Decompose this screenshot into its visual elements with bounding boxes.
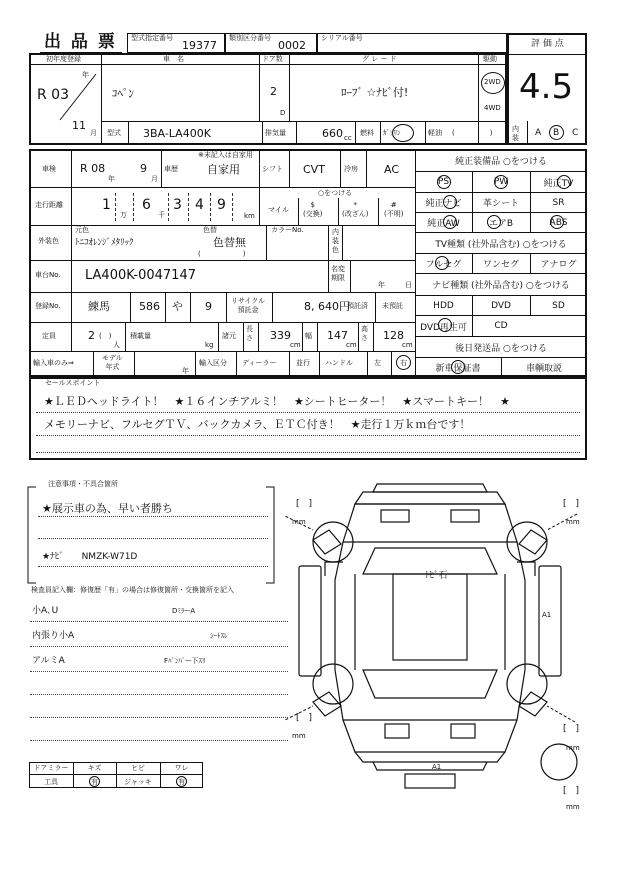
doors-type: D <box>280 109 286 117</box>
repaint: 色替無 <box>213 236 246 249</box>
capacity-label: 定員 <box>42 332 56 340</box>
deadline-year: 年 <box>378 281 385 289</box>
exchange-sym: $ <box>310 201 315 209</box>
notes-frame <box>26 485 276 585</box>
mileage-digit-5: 9 <box>217 197 226 213</box>
bracket-front-left: [ ] <box>296 499 313 509</box>
sales-label: セールスポイント <box>45 379 101 387</box>
chassis: LA400K-0047147 <box>85 268 196 283</box>
equip-airbag-circle <box>487 215 501 229</box>
width-label: 幅 <box>305 332 312 340</box>
equip-navi: 純正ナビ <box>425 199 462 209</box>
tv-analog: アナログ <box>540 260 577 270</box>
mile-label: マイル <box>268 206 289 214</box>
equip-abs: ABS <box>549 217 568 228</box>
legend-h-break: ワレ <box>174 764 189 772</box>
month-suffix: 月 <box>90 129 97 137</box>
model-label: 型式 <box>107 129 121 137</box>
tv-oneseg: ワンセグ <box>482 260 519 270</box>
model-year-label: モデル 年式 <box>102 354 123 371</box>
nav-hdd: HDD <box>433 300 454 311</box>
model: 3BA-LA400K <box>143 127 211 140</box>
side-a1: A1 <box>542 611 552 619</box>
mileage-digit-3: 3 <box>173 197 182 213</box>
bracket-front-right: [ ] <box>563 499 580 509</box>
chassis-label: 車台No. <box>35 271 61 279</box>
load-label: 積載量 <box>130 332 151 340</box>
inspector-row-2-right: ｼｰﾄｽﾚ <box>210 632 228 640</box>
fuel-gas: ｶﾞｿﾘﾝ <box>383 129 401 137</box>
mileage-digit-1: 1 <box>102 197 111 213</box>
legend-tools: 工具 <box>44 777 58 786</box>
class-number: 0002 <box>278 39 306 52</box>
history: 自家用 <box>207 163 240 176</box>
reg-area: 練馬 <box>88 300 110 313</box>
inspector-row-3-right: Fﾊﾞﾝﾊﾟｰ-下ｽﾘ <box>164 657 206 665</box>
height: 128 <box>383 329 404 342</box>
tv-fullseg: フルセグ <box>425 260 462 270</box>
grade-label: グ レ ー ド <box>362 55 397 63</box>
equip-aw: 純正AW <box>427 219 460 229</box>
deadline-day: 日 <box>405 281 412 289</box>
man-unit: 万 <box>120 211 127 219</box>
inspector-row-2-left: 内張り小A <box>32 631 75 641</box>
handle-label: ハンドル <box>325 359 353 367</box>
equip-abs-circle <box>550 215 564 229</box>
legend-tools-value: 有 <box>91 777 98 786</box>
length-cm: cm <box>290 341 301 349</box>
notes-line-1: ★展示車の為、早い者勝ち <box>42 502 173 515</box>
reg-class: 586 <box>139 300 160 313</box>
notes-label: 注意事項・不具合箇所 <box>45 481 121 488</box>
circle-note: ○をつける <box>318 189 353 197</box>
import-year: 年 <box>182 367 189 375</box>
equip-aw-circle <box>443 215 457 229</box>
length: 339 <box>270 329 291 342</box>
equip-tv-circle <box>557 175 571 189</box>
color-no-label: カラーNo. <box>271 226 304 234</box>
nav-title: ナビ種類 (社外品含む) ○をつける <box>432 281 570 291</box>
ext-color: ﾄﾆｺｵﾚﾝｼﾞﾒﾀﾘｯｸ <box>75 238 134 248</box>
exchange-label <box>303 201 322 219</box>
equip-navi-circle <box>443 195 457 209</box>
first-reg-era: R 03 <box>37 87 69 103</box>
interior-a: A <box>535 128 542 138</box>
equip-ps-circle <box>437 175 451 189</box>
notes-line-2: ★ﾅﾋﾞ NMZK-W71D <box>42 552 138 562</box>
nav-cd: CD <box>494 321 508 331</box>
legend-jack-value: 有 <box>178 777 185 786</box>
first-reg-label: 初年度登録 <box>46 55 81 63</box>
type-number-label: 型式指定番号 <box>131 34 173 42</box>
fuel-other: ( ) <box>452 129 493 137</box>
recycle-label: リサイクル 預託金 <box>231 297 266 314</box>
legend-h-crack: ヒビ <box>131 764 145 772</box>
equip-sr: SR <box>552 197 565 208</box>
nav-dvd-playback-circle <box>438 318 452 332</box>
grade: ﾛｰﾌﾞ ☆ﾅﾋﾞ付! <box>341 86 409 99</box>
equip-airbag: エアB <box>488 219 514 229</box>
recycle-paid: 預託済 <box>347 302 368 310</box>
later-title: 後日発送品 ○をつける <box>455 343 547 354</box>
nav-sd: SD <box>552 300 565 311</box>
car-name-label: 車 名 <box>163 55 184 63</box>
type-number: 19377 <box>182 39 217 52</box>
width-cm: cm <box>346 341 357 349</box>
inspection-month: 9 <box>140 162 147 175</box>
roof-note: ﾄﾋﾞ石 <box>425 571 448 581</box>
equip-ps: PS <box>437 177 450 187</box>
aircon-label: 冷房 <box>344 165 358 173</box>
interior-b: B <box>553 128 560 138</box>
sen-unit: 千 <box>158 211 165 219</box>
repaint-paren: ( ) <box>198 250 246 258</box>
first-reg-month: 11 <box>72 119 86 132</box>
inspector-row-3-left: アルミA <box>32 656 65 666</box>
reg-kana: や <box>172 300 183 313</box>
class-number-label: 類別区分番号 <box>229 34 271 42</box>
mileage-label: 走行距離 <box>35 201 63 209</box>
width: 147 <box>327 329 348 342</box>
kg-unit: kg <box>205 341 214 349</box>
title-deadline-label: 名変 期限 <box>331 265 345 282</box>
legend-jack: ジャッキ <box>124 777 152 786</box>
orig-color-label: 元色 <box>75 226 89 234</box>
interior-c: C <box>572 128 579 138</box>
legend-jack-circle <box>176 776 187 787</box>
dealer: ディーラー <box>242 359 277 367</box>
later-manual: 車輌取説 <box>525 364 562 374</box>
shift-label: シフト <box>262 165 283 173</box>
equip-pw-circle <box>494 175 508 189</box>
inspector-label: 検査員記入欄：修復歴「有」の場合は修復箇所・交換箇所を記入 <box>31 586 234 594</box>
bracket-spare: [ ] <box>563 786 580 796</box>
inspection-label: 車検 <box>42 165 56 173</box>
nav-dvd: DVD <box>491 300 511 311</box>
exchange-word: (交換) <box>303 210 323 218</box>
drive-2wd: 2WD <box>484 78 501 86</box>
equipment-title: 純正装備品 ○をつける <box>455 156 547 167</box>
tv-title: TV種類 (社外品含む) ○をつける <box>435 239 567 250</box>
form-title: 出 品 票 <box>44 32 117 52</box>
date-divider <box>58 72 98 122</box>
cc-unit: cc <box>344 134 352 142</box>
import-class-label: 輸入区分 <box>199 359 227 367</box>
mileage-digit-2: 6 <box>142 197 151 213</box>
drive-label: 駆動 <box>483 55 497 63</box>
legend-h-mirror: ドアミラー <box>33 764 69 772</box>
bracket-rear-right: [ ] <box>563 724 580 734</box>
score-value: 4.5 <box>519 67 574 107</box>
tv-fullseg-circle <box>435 256 449 270</box>
score-label: 評 価 点 <box>531 39 564 49</box>
capacity-paren: ( ) <box>99 332 112 340</box>
serial-label: シリアル番号 <box>321 34 363 42</box>
mm-rear-left: mm <box>292 732 306 740</box>
repaint-label: 色替 <box>203 226 217 234</box>
drive-4wd: 4WD <box>484 104 501 112</box>
recycle: 8, 640円 <box>304 300 350 313</box>
unknown-label: # (不明) <box>384 201 404 218</box>
inspection-era: R 08 <box>80 162 106 175</box>
fuel-label: 燃料 <box>360 129 374 137</box>
sales-line-1: ★ＬＥＤヘッドライト！ ★１６インチアルミ！ ★シートヒーター！ ★スマートキー！ ★ <box>44 395 510 408</box>
displacement: 660 <box>322 127 343 140</box>
mm-front-right: mm <box>566 518 580 526</box>
mm-front-left: mm <box>292 518 306 526</box>
parallel: 並行 <box>296 359 310 367</box>
history-note: ※未記入は自家用 <box>198 151 253 159</box>
history-label: 車歴 <box>164 165 178 173</box>
height-label: 高さ <box>361 325 368 342</box>
km-unit: km <box>244 212 255 220</box>
later-warranty: 新車保証書 <box>435 364 481 374</box>
inspection-month-suffix: 月 <box>151 175 158 183</box>
bottom-a1: A1 <box>432 763 442 771</box>
reg-label: 登録No. <box>35 302 61 310</box>
legend-tools-circle <box>89 776 100 787</box>
doors-label: ドア数 <box>262 55 283 63</box>
ext-color-label: 外装色 <box>38 237 59 245</box>
mm-rear-right: mm <box>566 744 580 752</box>
legend-h-scratch: キズ <box>87 764 102 772</box>
fuel-light: 軽油 <box>428 129 442 137</box>
bracket-rear-left: [ ] <box>296 713 313 723</box>
person-unit: 人 <box>113 341 120 349</box>
inspector-row-1-right: Dﾐﾗｰ-A <box>172 607 196 615</box>
nav-dvd-playback: DVD再生可 <box>420 322 467 333</box>
altered-label: * (改ざん) <box>342 201 369 218</box>
inspector-row-1-left: 小A､U <box>32 606 59 616</box>
inspection-year-suffix: 年 <box>108 175 115 183</box>
interior-label: 内装 <box>512 125 519 142</box>
equip-tv: 純正TV <box>543 178 574 189</box>
equip-leather: 革シート <box>482 199 519 209</box>
import-label: 輸入車のみ⇒ <box>33 359 74 367</box>
reg-num: 9 <box>205 300 212 313</box>
aircon: AC <box>384 163 400 176</box>
capacity: 2 <box>88 329 95 342</box>
year-suffix: 年 <box>82 71 89 79</box>
handle-left: 左 <box>374 359 381 367</box>
equip-pw: PW <box>493 177 509 187</box>
recycle-unpaid: 未預託 <box>382 302 403 310</box>
displacement-label: 排気量 <box>265 129 286 137</box>
mileage-digit-4: 4 <box>195 197 204 213</box>
size-label: 諸元 <box>222 332 236 340</box>
mm-spare: mm <box>566 803 580 811</box>
interior-color-label: 内装色 <box>332 228 339 254</box>
later-warranty-circle <box>451 360 465 374</box>
doors: 2 <box>270 85 277 98</box>
shift: CVT <box>303 163 325 176</box>
height-cm: cm <box>402 341 413 349</box>
sales-line-2: メモリーナビ、フルセグＴＶ、バックカメラ、ＥＴＣ付き！ ★走行１万ｋｍ台です！ <box>44 418 471 431</box>
handle-right: 右 <box>400 359 407 367</box>
length-label: 長さ <box>246 325 253 342</box>
car-name: ｺﾍﾟﾝ <box>112 87 134 100</box>
